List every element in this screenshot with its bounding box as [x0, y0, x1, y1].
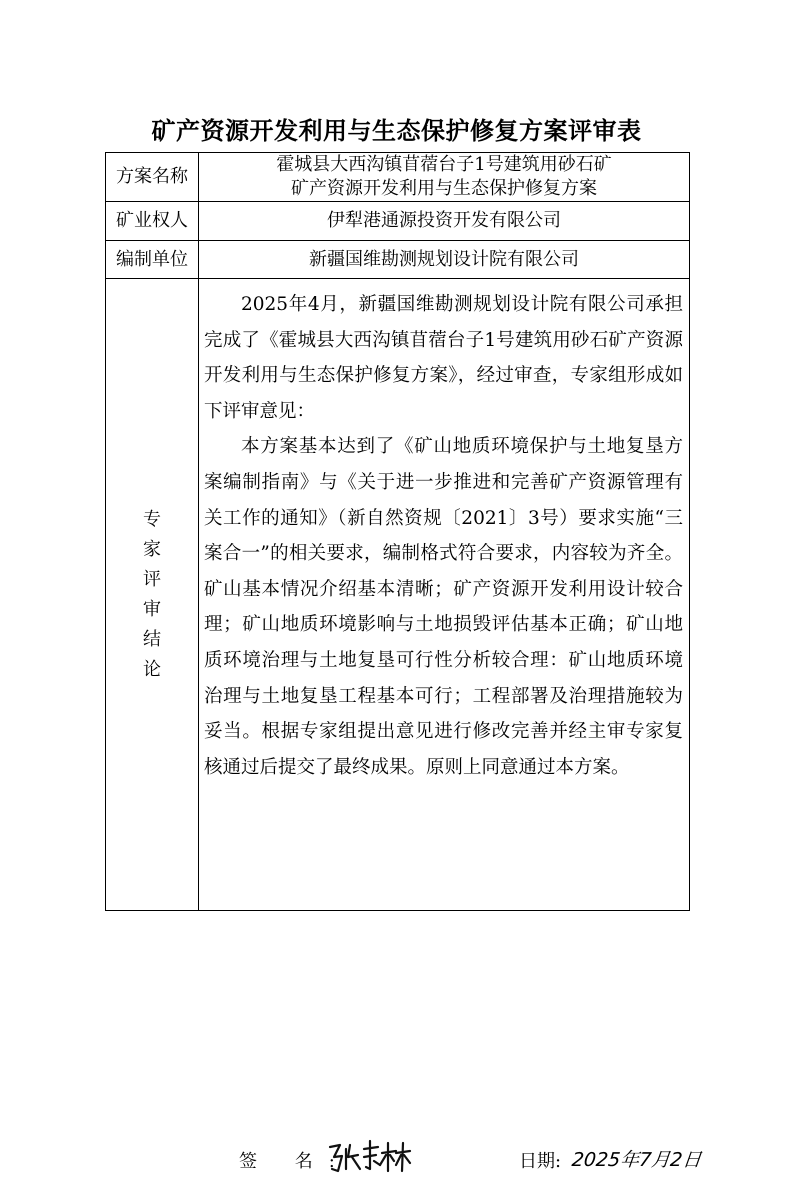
scheme-name-row	[106, 153, 690, 202]
scheme-name-value	[199, 153, 690, 202]
signature-label: 签 名:	[239, 1151, 351, 1172]
compiling-unit-value: 新疆国维勘测规划设计院有限公司	[199, 241, 690, 279]
label-char: 家	[143, 538, 161, 560]
expert-conclusion-cell	[199, 279, 703, 1172]
expert-conclusion-vertical-label	[106, 505, 198, 685]
label-char: 结	[143, 628, 161, 650]
expert-conclusion-row	[106, 279, 690, 911]
mining-right-holder-label: 矿业权人	[106, 202, 199, 241]
scheme-name-line-1: 霍城县大西沟镇苜蓿台子1号建筑用砂石矿	[276, 154, 612, 175]
conclusion-paragraph-2: 本方案基本达到了《矿山地质环境保护与土地复垦方案编制指南》与《关于进一步推进和完善矿产资源管理有关工作的通知》（新自然资规〔2021〕3号）要求实施“三案合一”的相关要求，编制格式符合要求，内容较为齐全。矿山基本情况介绍基本清晰；矿产资源开发利用设计较合理；矿山地质环境影响与土地损毁评估基本正确；矿山地质环境治理与土地复垦可行性分析较合理：矿山地质环境治理与土地复垦工程基本可行；工程部署及治理措施较为妥当。根据专家组提出意见进行修改完善并经主审专家复核通过后提交了最终成果。原则上同意通过本方案。	[204, 436, 683, 778]
label-char: 论	[143, 658, 161, 680]
page-title: 矿产资源开发利用与生态保护修复方案评审表	[151, 117, 642, 145]
mining-right-holder-row	[106, 202, 690, 241]
compiling-unit-row	[106, 241, 690, 279]
label-char: 评	[143, 568, 161, 590]
compiling-unit-label: 编制单位	[106, 241, 199, 279]
date-label: 日期:	[519, 1151, 562, 1172]
handwritten-signature	[324, 1135, 414, 1179]
scheme-name-line-2: 矿产资源开发利用与生态保护修复方案	[291, 178, 597, 199]
label-char: 审	[143, 598, 161, 620]
expert-conclusion-text	[204, 287, 683, 785]
handwritten-date: 2025年7月2日	[570, 1149, 703, 1171]
expert-conclusion-body	[199, 279, 703, 1172]
review-table	[105, 152, 703, 1172]
conclusion-paragraph-1: 2025年4月，新疆国维勘测规划设计院有限公司承担完成了《霍城县大西沟镇苜蓿台子1号建筑用砂石矿产资源开发利用与生态保护修复方案》，经过审查，专家组形成如下评审意见：	[204, 294, 683, 422]
scheme-name-label: 方案名称	[106, 153, 199, 202]
mining-right-holder-value: 伊犁港通源投资开发有限公司	[199, 202, 690, 241]
label-char: 专	[143, 508, 161, 530]
expert-conclusion-label	[106, 279, 199, 911]
